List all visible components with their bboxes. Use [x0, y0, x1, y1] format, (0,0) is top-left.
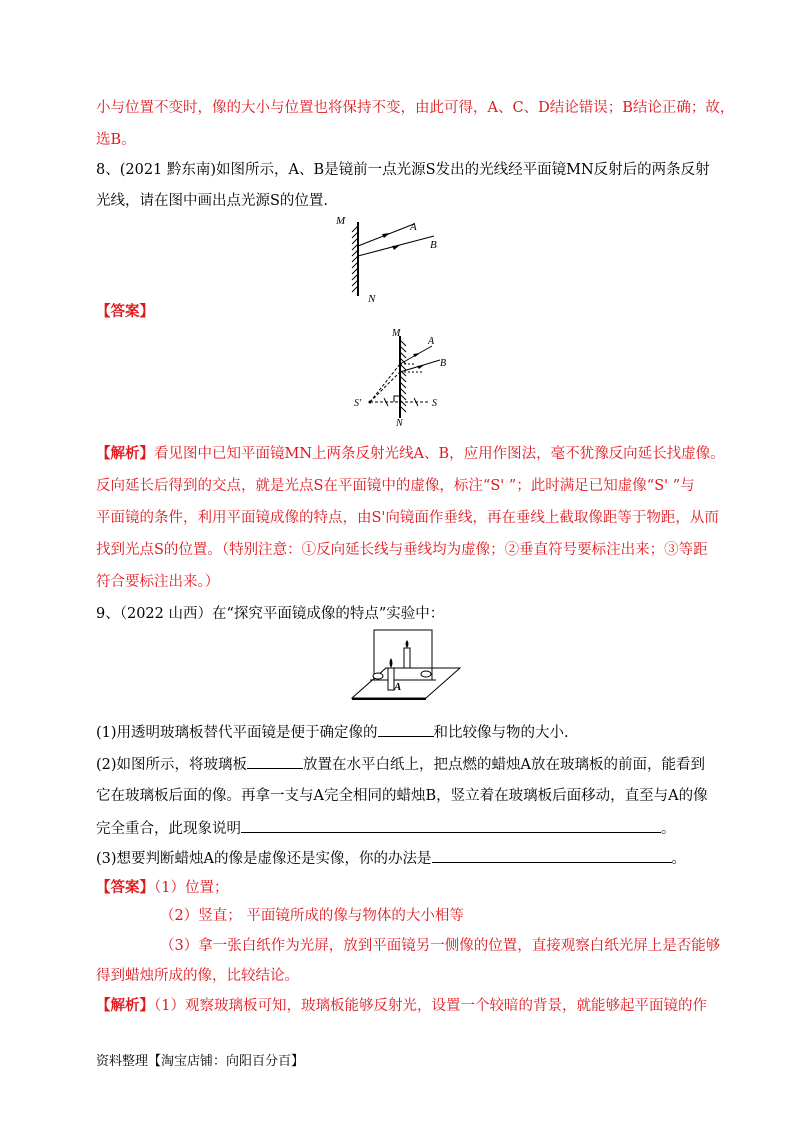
q9-analysis-tag: 【解析】 [96, 997, 154, 1014]
answer-label-a: A [428, 336, 435, 347]
q8-answer-label: 【答案】 [96, 303, 154, 320]
q9-answer-2: （2）竖直； 平面镜所成的像与物体的大小相等 [160, 908, 464, 924]
white-paper [352, 668, 460, 698]
prev-analysis-line-2: 选B。 [96, 132, 136, 148]
label-n: N [368, 293, 376, 305]
q8-analysis-line-2: 反向延长后得到的交点，就是光点S在平面镜中的虚像，标注“S' ”；此时满足已知虚像“S' ”与 [96, 478, 695, 494]
q8-analysis-line-4: 找到光点S的位置。（特别注意：①反向延长线与垂线均为虚像；②垂直符号要标注出来；③等距 [96, 542, 708, 558]
clip-left [373, 673, 383, 679]
q9-answer-1: （1）位置； [154, 880, 229, 896]
label-candle-a: A [394, 681, 402, 693]
q8-mirror-figure [330, 212, 450, 305]
q9-sub2-blank [247, 754, 303, 769]
page-footer: 资料整理【淘宝店铺：向阳百分百】 [96, 1054, 305, 1069]
ray-a-arrow [382, 233, 390, 238]
label-m: M [336, 215, 346, 227]
answer-label-s: S [432, 398, 437, 409]
q9-sub1 [96, 722, 569, 743]
q9-answer-tag: 【答案】 [96, 879, 154, 896]
q9-sub1-pre: (1)用透明玻璃板替代平面镜是便于确定像的 [96, 725, 378, 741]
q9-answer-line-1 [96, 878, 228, 898]
candle-a-flame [390, 658, 393, 668]
prev-analysis-line-1: 小与位置不变时，像的大小与位置也将保持不变，由此可得，A、C、D结论错误；B结论正确；故， [96, 100, 735, 116]
answer-label-m: M [392, 328, 401, 339]
extension-b [370, 372, 400, 402]
q8-text-line-2: 光线，请在图中画出点光源S的位置. [96, 193, 329, 209]
q8-answer-figure [348, 326, 468, 429]
virtual-source-dot [369, 401, 372, 404]
q9-sub2-line3-pre: 完全重合，此现象说明 [96, 821, 241, 837]
q9-text-line-1: 9、（2022 山西）在“探究平面镜成像的特点”实验中： [96, 606, 445, 622]
q9-sub3-blank [432, 848, 672, 863]
answer-label-n: N [396, 418, 403, 429]
q9-sub2-post: 放置在水平白纸上，把点燃的蜡烛A放在玻璃板的前面，能看到 [303, 757, 706, 773]
q9-sub2-blank-long [241, 818, 661, 833]
ray-b-arrow [392, 245, 400, 250]
q9-sub2-line-3 [96, 818, 676, 839]
q9-answer-3-line-2: 得到蜡烛所成的像，比较结论。 [96, 968, 299, 984]
q8-analysis-tag: 【解析】 [96, 445, 154, 462]
q9-sub2-pre: (2)如图所示，将玻璃板 [96, 757, 248, 773]
q9-sub1-blank [378, 722, 434, 737]
paper-edge [352, 698, 426, 700]
q9-analysis-text-1: （1）观察玻璃板可知，玻璃板能够反射光，设置一个较暗的背景，就能够起平面镜的作 [154, 998, 707, 1014]
q9-sub3 [96, 848, 686, 869]
q8-text-line-1: 8、(2021 黔东南)如图所示，A、B是镜前一点光源S发出的光线经平面镜MN反射后的两条反射 [96, 162, 710, 178]
answer-label-b: B [440, 358, 447, 369]
q9-analysis-line-1 [96, 996, 707, 1016]
answer-label-s-virtual: S' [354, 398, 362, 409]
q8-analysis-line-3: 平面镜的条件，利用平面镜成像的特点，由S'向镜面作垂线，再在垂线上截取像距等于物距，从而 [96, 510, 719, 526]
answer-ray-b-arrow [417, 365, 424, 369]
candle-b-flame [406, 640, 409, 648]
q8-analysis-line-1 [96, 444, 725, 464]
label-a: A [410, 221, 417, 233]
q9-sub2-line3-post: 。 [661, 821, 676, 837]
q9-sub3-post: 。 [671, 851, 687, 867]
q9-answer-3-line-1: （3）拿一张白纸作为光屏，放到平面镜另一侧像的位置，直接观察白纸光屏上是否能够 [160, 938, 721, 954]
q8-analysis-line-5: 符合要标注出来。） [96, 574, 220, 590]
q9-sub3-pre: (3)想要判断蜡烛A的像是虚像还是实像，你的办法是 [96, 851, 432, 867]
q9-sub2-line-2: 它在玻璃板后面的像。再拿一支与A完全相同的蜡烛B，竖立着在玻璃板后面移动，直至与A的像 [96, 788, 708, 804]
q9-sub2 [96, 754, 705, 775]
label-b: B [430, 239, 437, 251]
clip-right [421, 671, 431, 677]
q8-analysis-text-1: 看见图中已知平面镜MN上两条反射光线A、B，应用作图法，毫不犹豫反向延长找虚像。 [154, 446, 725, 462]
q9-sub1-post: 和比较像与物的大小. [433, 725, 569, 741]
q9-experiment-figure [348, 626, 468, 706]
candle-b [404, 648, 410, 668]
